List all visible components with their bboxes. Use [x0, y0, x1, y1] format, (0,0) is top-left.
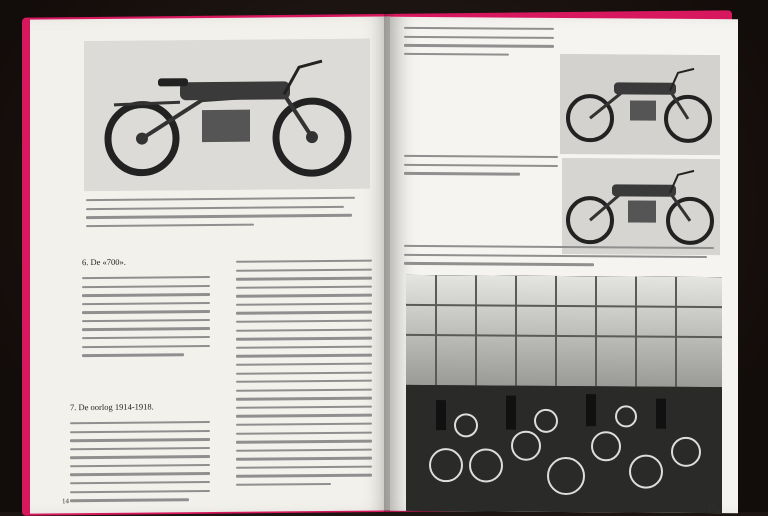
motorcycle-illustration-icon: [562, 158, 720, 255]
motorcycle-illustration-icon: [560, 54, 720, 155]
right-column-paragraph: [236, 260, 372, 493]
top-paragraph: [404, 27, 554, 62]
page-number-left: 14: [62, 497, 69, 506]
photo-factory-floor: [406, 275, 722, 513]
page-number-right: 15: [708, 503, 715, 512]
section-war-paragraph: [70, 421, 210, 508]
factory-illustration-icon: [406, 275, 722, 513]
photo-motorcycle-1914: [84, 39, 370, 191]
right-page: [390, 17, 738, 513]
caption-1921: [404, 245, 720, 273]
section-heading-war: 7. De oorlog 1914-1918.: [70, 401, 154, 413]
section-700-paragraph: [82, 276, 210, 363]
photo-caption-placeholder: [86, 197, 366, 234]
caption-700T: [404, 155, 558, 182]
photo-motorcycle-1921: [562, 158, 720, 255]
section-heading-700: 6. De «700».: [82, 256, 126, 268]
motorcycle-illustration-icon: [84, 39, 370, 191]
photo-motorcycle-700T: [560, 54, 720, 155]
left-page: [30, 16, 390, 513]
